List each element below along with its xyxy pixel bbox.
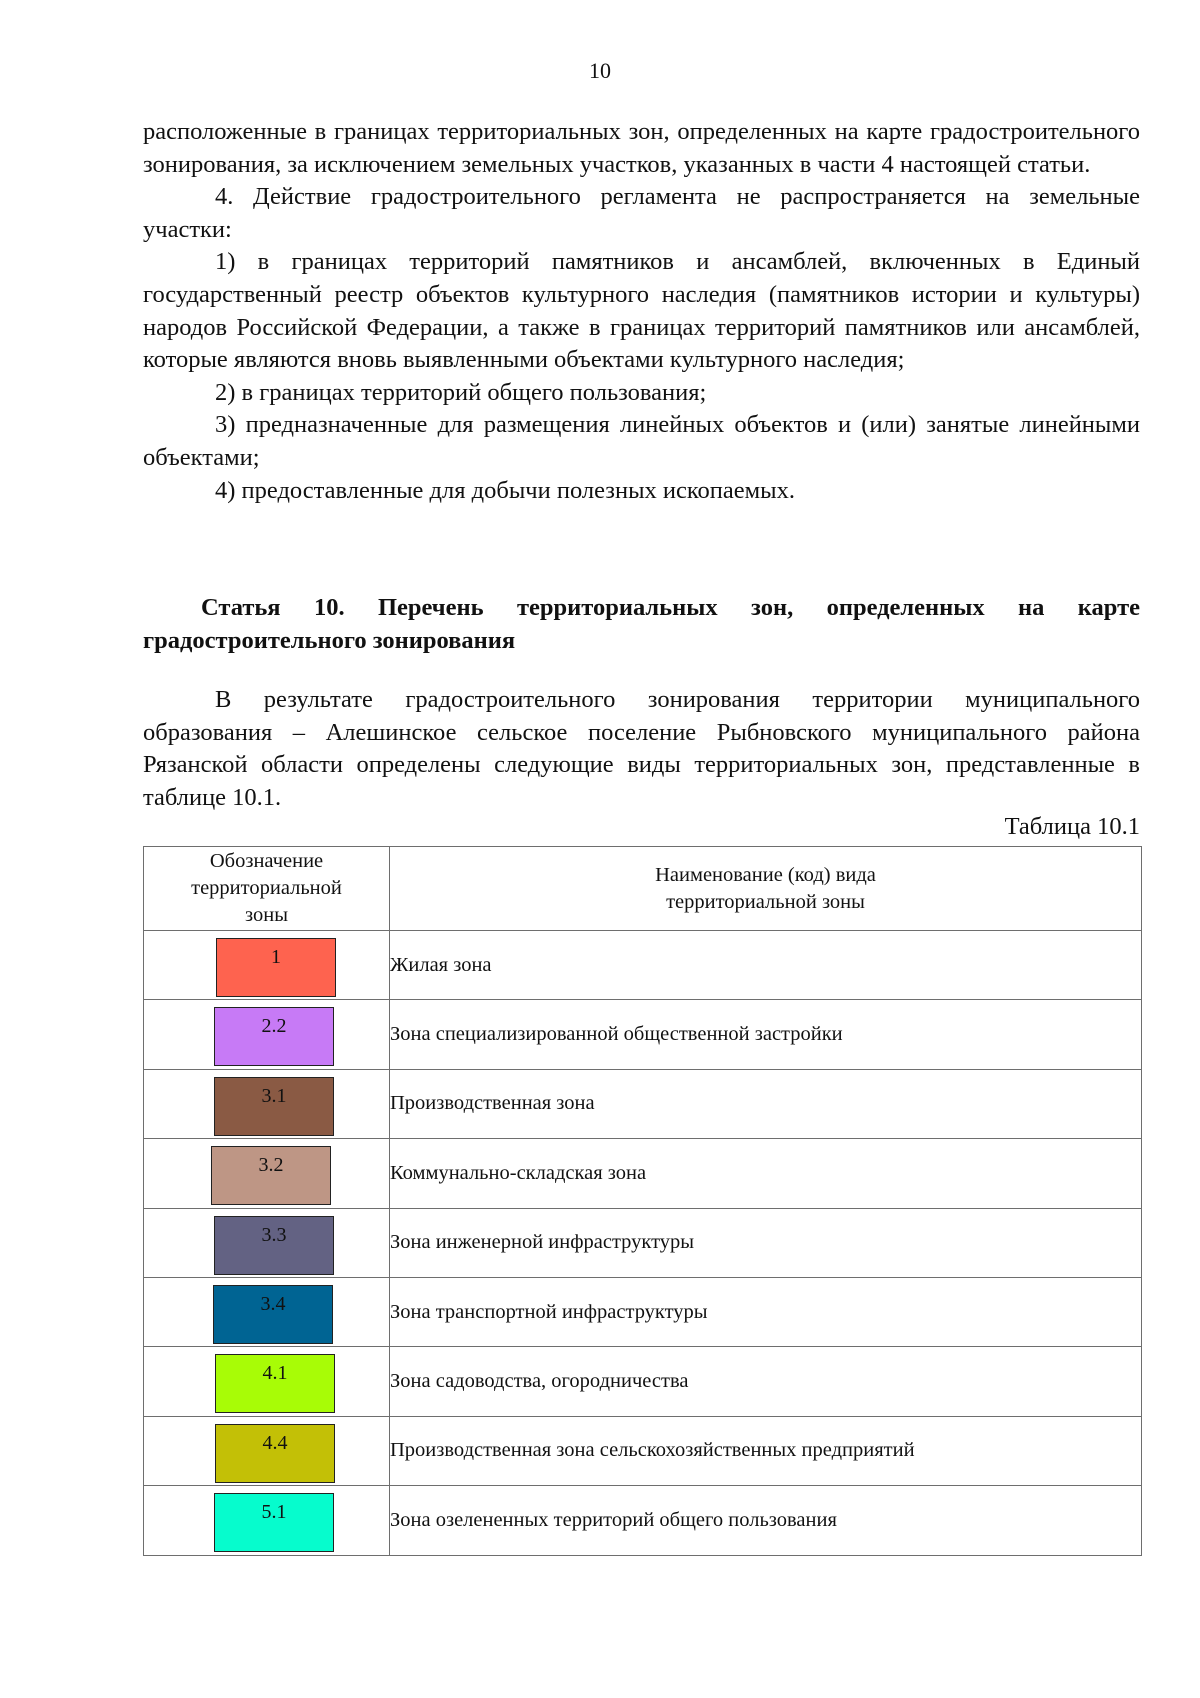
table-row [144,1486,1142,1555]
paragraph: расположенные в границах территориальных зон, определенных на карте градостроительного зонирования, за исключением земельных участков, указанных в части 4 настоящей статьи. [143,118,1140,178]
zone-name: Зона инженерной инфраструктуры [390,1231,695,1254]
paragraph: 2) в границах территорий общего пользования; [215,378,707,406]
zone-name: Зона садоводства, огородничества [390,1370,689,1393]
paragraph: 4) предоставленные для добычи полезных ископаемых. [215,476,795,504]
zone-color-swatch: 3.1 [214,1077,334,1136]
zone-name-cell [390,1277,1142,1346]
table-row [144,931,1142,1000]
zone-color-swatch: 2.2 [214,1007,334,1066]
body-text [143,116,1140,507]
table-row [144,1069,1142,1138]
zone-name-cell [390,1000,1142,1069]
zone-name-cell [390,931,1142,1000]
table-row [144,1277,1142,1346]
zone-color-swatch: 5.1 [214,1493,334,1552]
zone-name: Зона специализированной общественной застройки [390,1023,843,1046]
zone-name-cell [390,1139,1142,1208]
zone-code-cell [144,1139,390,1208]
zone-code-cell [144,1069,390,1138]
zone-code-cell [144,1347,390,1416]
zone-name: Производственная зона [390,1092,595,1115]
paragraph: 3) предназначенные для размещения линейных объектов и (или) занятые линейными объектами; [143,411,1140,471]
zone-name: Зона транспортной инфраструктуры [390,1300,708,1323]
zone-name: Зона озелененных территорий общего пользования [390,1508,837,1531]
zone-code-cell [144,1416,390,1485]
zone-name-cell [390,1416,1142,1485]
page-number: 10 [589,58,611,83]
zone-name-cell [390,1069,1142,1138]
paragraph: 4. Действие градостроительного регламента не распространяется на земельные участки: [143,183,1140,243]
table-row [144,1208,1142,1277]
zone-code-cell [144,931,390,1000]
table-row [144,1139,1142,1208]
header-code-label: Обозначение территориальной зоны [191,850,342,926]
zone-code-cell [144,1000,390,1069]
header-name-label: Наименование (код) вида территориальной зоны [655,863,876,913]
table-header-row [144,847,1142,931]
zone-name: Коммунально-складская зона [390,1161,647,1184]
zone-name: Производственная зона сельскохозяйственных предприятий [390,1439,915,1462]
zone-color-swatch: 1 [216,938,336,997]
zones-table-body [144,931,1142,1556]
intro-paragraph: В результате градостроительного зонирования территории муниципального образования – Алешинское сельское поселение Рыбновского муниципального района Рязанской области определены следующие виды территориальных зон, представленные в таблице 10.1. [143,686,1140,811]
paragraph: 1) в границах территорий памятников и ансамблей, включенных в Единый государственный реестр объектов культурного наследия (памятников истории и культуры) народов Российской Федерации, а также в границах территорий памятников или ансамблей, которые являются вновь выявленными объектами культурного наследия; [143,248,1140,374]
article-heading: Статья 10. Перечень территориальных зон, определенных на карте градостроительного зонирования [143,594,1140,654]
zone-name: Жилая зона [390,953,492,976]
zone-color-swatch: 3.2 [211,1146,331,1205]
table-row [144,1416,1142,1485]
zone-color-swatch: 4.4 [215,1424,335,1483]
zone-name-cell [390,1347,1142,1416]
header-code [144,847,390,931]
zone-name-cell [390,1486,1142,1555]
zone-code-cell [144,1486,390,1555]
zones-table [143,846,1142,1556]
table-row [144,1000,1142,1069]
zone-code-cell [144,1208,390,1277]
table-row [144,1347,1142,1416]
zone-code-cell [144,1277,390,1346]
zone-color-swatch: 4.1 [215,1354,335,1413]
zone-name-cell [390,1208,1142,1277]
header-name [390,847,1142,931]
zone-color-swatch: 3.3 [214,1216,334,1275]
table-caption: Таблица 10.1 [1004,813,1140,840]
zone-color-swatch: 3.4 [213,1285,333,1344]
